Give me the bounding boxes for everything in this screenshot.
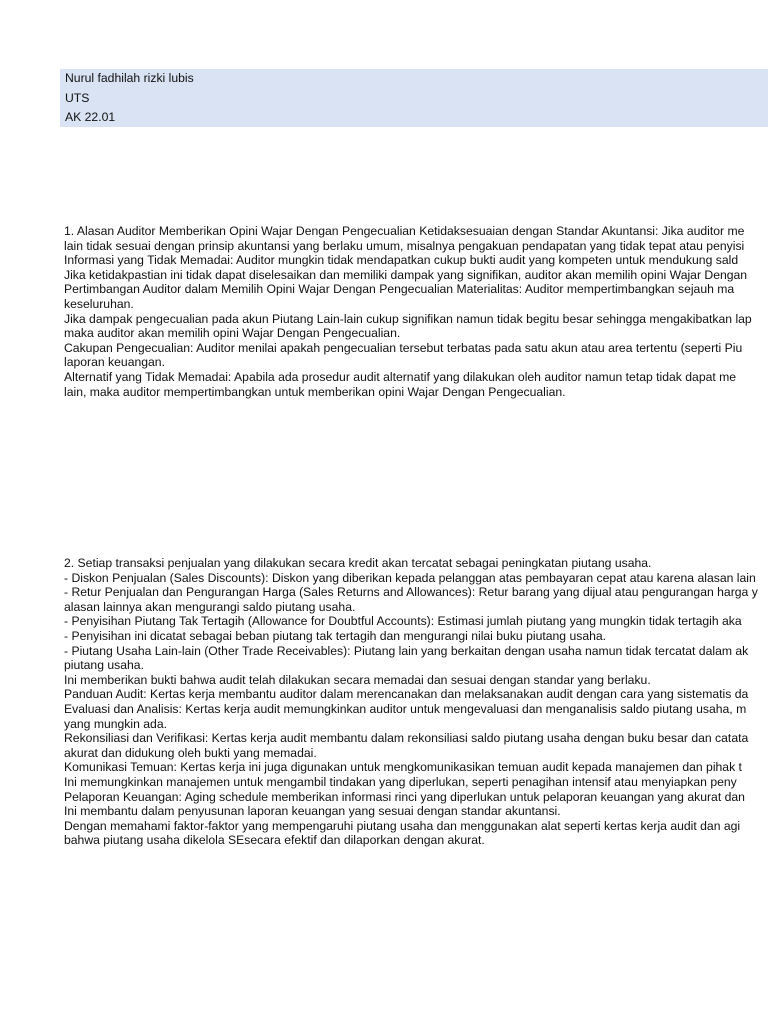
answer-2-line: - Retur Penjualan dan Pengurangan Harga (Sales Returns and Allowances): Retur barang yang dijual atau pengurangan harga y — [64, 585, 758, 600]
answer-2-line: yang mungkin ada. — [64, 716, 167, 731]
answer-1-line: maka auditor akan memilih opini Wajar Dengan Pengecualian. — [64, 326, 401, 341]
answer-2-line: Dengan memahami faktor-faktor yang mempengaruhi piutang usaha dan menggunakan alat seperti kertas kerja audit dan agi — [64, 818, 741, 833]
answer-1-line: Informasi yang Tidak Memadai: Auditor mungkin tidak mendapatkan cukup bukti audit yang kompeten untuk mendukung sald — [64, 253, 739, 268]
answer-2-line: Ini memberikan bukti bahwa audit telah dilakukan secara memadai dan sesuai dengan standar yang berlaku. — [64, 672, 651, 687]
answer-1-line: Jika dampak pengecualian pada akun Piutang Lain-lain cukup signifikan namun tidak begitu besar sehingga mengakibatkan lap — [64, 311, 752, 326]
answer-2-line: bahwa piutang usaha dikelola SEsecara efektif dan dilaporkan dengan akurat. — [64, 833, 485, 848]
answer-2-line: Evaluasi dan Analisis: Kertas kerja audit memungkinkan auditor untuk mengevaluasi dan menganalisis saldo piutang usaha, m — [64, 701, 747, 716]
answer-1-line: Alternatif yang Tidak Memadai: Apabila ada prosedur audit alternatif yang dilakukan oleh auditor namun tetap tidak dapat me — [64, 369, 737, 384]
answer-2-line: - Penyisihan Piutang Tak Tertagih (Allowance for Doubtful Accounts): Estimasi jumlah piutang yang mungkin tidak tertagih aka — [64, 614, 742, 629]
answer-1-line: laporan keuangan. — [64, 355, 165, 370]
answer-2-line: - Diskon Penjualan (Sales Discounts): Diskon yang diberikan kepada pelanggan atas pembayaran cepat atau karena alasan lain — [64, 570, 756, 585]
answer-1-line: lain, maka auditor mempertimbangkan untuk memberikan opini Wajar Dengan Pengecualian. — [64, 384, 566, 399]
answer-2-line: Panduan Audit: Kertas kerja membantu auditor dalam merencanakan dan melaksanakan audit dengan cara yang sistematis da — [64, 687, 749, 702]
answer-2-line: alasan lainnya akan mengurangi saldo piutang usaha. — [64, 599, 356, 614]
answer-1-line: 1. Alasan Auditor Memberikan Opini Wajar Dengan Pengecualian Ketidaksesuaian dengan Standar Akuntansi: Jika auditor me — [64, 224, 745, 238]
answer-2-line: piutang usaha. — [64, 658, 144, 673]
answer-2-line: Pelaporan Keuangan: Aging schedule memberikan informasi rinci yang diperlukan untuk pelaporan keuangan yang akurat dan — [64, 789, 745, 804]
answer-1-line: Pertimbangan Auditor dalam Memilih Opini Wajar Dengan Pengecualian Materialitas: Auditor mempertimbangkan sejauh ma — [64, 282, 735, 297]
answer-1-line: Jika ketidakpastian ini tidak dapat diselesaikan dan memiliki dampak yang signifikan, auditor akan memilih opini Wajar Dengan — [64, 267, 748, 282]
answer-2-line: Komunikasi Temuan: Kertas kerja ini juga digunakan untuk mengkomunikasikan temuan audit kepada manajemen dan pihak t — [64, 760, 742, 775]
answer-2-line: Rekonsiliasi dan Verifikasi: Kertas kerja audit membantu dalam rekonsiliasi saldo piutang usaha dengan buku besar dan catata — [64, 731, 749, 746]
answer-2-line: Ini membantu dalam penyusunan laporan keuangan yang sesuai dengan standar akuntansi. — [64, 804, 561, 819]
answer-1-line: keseluruhan. — [64, 296, 134, 311]
answer-2-line: Ini memungkinkan manajemen untuk mengambil tindakan yang diperlukan, seperti penagihan intensif atau menyiapkan peny — [64, 774, 737, 789]
answer-2-line: akurat dan didukung oleh bukti yang memadai. — [64, 745, 317, 760]
answer-section-2 — [64, 556, 768, 848]
answer-2-line: 2. Setiap transaksi penjualan yang dilakukan secara kredit akan tercatat sebagai peningkatan piutang usaha. — [64, 556, 652, 570]
answer-section-1 — [64, 224, 768, 399]
answer-2-line: - Piutang Usaha Lain-lain (Other Trade Receivables): Piutang lain yang berkaitan dengan usaha namun tidak tercatat dalam ak — [64, 643, 749, 658]
answer-1-line: lain tidak sesuai dengan prinsip akuntansi yang berlaku umum, misalnya pengakuan pendapatan yang tidak tepat atau penyisi — [64, 238, 745, 253]
answer-1-line: Cakupan Pengecualian: Auditor menilai apakah pengecualian tersebut terbatas pada satu akun atau area tertentu (seperti Piu — [64, 340, 743, 355]
class-code: AK 22.01 — [65, 110, 116, 124]
student-name: Nurul fadhilah rizki lubis — [65, 71, 194, 85]
answer-2-line: - Penyisihan ini dicatat sebagai beban piutang tak tertagih dan mengurangi nilai buku piutang usaha. — [64, 628, 607, 643]
exam-label: UTS — [65, 91, 90, 105]
